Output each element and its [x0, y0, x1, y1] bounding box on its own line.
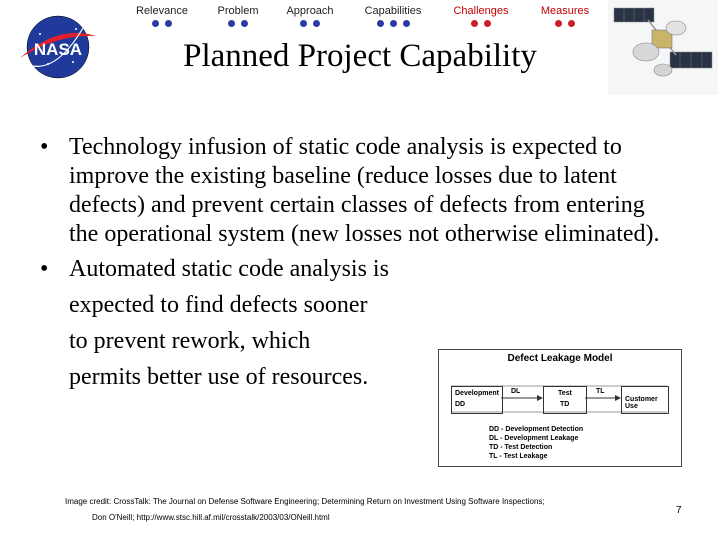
diagram-legend [489, 425, 583, 461]
image-credit-line: Image credit: CrossTalk: The Journal on Defense Software Engineering; Determining Return on Investment Using Software Inspections; [65, 497, 545, 506]
test-detection-label: TD [560, 401, 570, 408]
nav-label: Approach [286, 5, 334, 17]
customer-use-label: Customer Use [625, 396, 658, 410]
svg-text:NASA: NASA [33, 40, 83, 59]
nav-item-approach[interactable] [270, 5, 350, 27]
image-credit-line: Don O'Neill; http://www.stsc.hill.af.mil/crosstalk/2003/03/ONeill.html [92, 513, 330, 522]
diagram-title: Defect Leakage Model [507, 353, 613, 364]
test-box [543, 386, 587, 414]
nav-label: Capabilities [364, 5, 422, 17]
nav-label: Challenges [453, 5, 509, 17]
nav-item-relevance[interactable] [120, 5, 204, 27]
bullet-text-line: expected to find defects sooner [69, 292, 368, 318]
test-leakage-label: TL [596, 388, 605, 395]
nav-dots [525, 20, 605, 27]
bullet-symbol: • [40, 134, 49, 160]
legend-item: DD - Development Detection [489, 426, 584, 433]
bullet-symbol: • [40, 256, 49, 282]
legend-item: DL - Development Leakage [489, 435, 579, 442]
development-detection-label: DD [455, 401, 466, 408]
defect-leakage-diagram [438, 349, 682, 467]
slide-title: Planned Project Capability [183, 38, 537, 74]
development-label: Development [455, 390, 499, 397]
nav-label: Relevance [136, 5, 188, 17]
nav-item-problem[interactable] [202, 5, 274, 27]
legend-item: TD - Test Detection [489, 444, 553, 451]
nav-label: Measures [540, 5, 590, 17]
nav-item-capabilities[interactable] [348, 5, 438, 27]
page-number: 7 [676, 505, 682, 516]
nav-dots [270, 20, 350, 27]
development-box [451, 386, 503, 414]
nav-dots [202, 20, 274, 27]
nav-dots [348, 20, 438, 27]
nav-item-measures[interactable] [525, 5, 605, 27]
bullet-text-line: permits better use of resources. [69, 364, 369, 390]
legend-item: TL - Test Leakage [489, 453, 548, 460]
test-label: Test [558, 390, 572, 397]
nav-label: Problem [217, 5, 259, 17]
bullet-text-line: to prevent rework, which [69, 328, 311, 354]
development-leakage-label: DL [511, 388, 521, 395]
bullet-item [40, 133, 670, 249]
section-nav [120, 5, 600, 35]
customer-use-box [621, 386, 669, 414]
image-credit [65, 494, 545, 526]
nav-dots [120, 20, 204, 27]
bullet-text-line: Automated static code analysis is [69, 256, 389, 282]
nav-item-challenges[interactable] [440, 5, 522, 27]
nav-dots [440, 20, 522, 27]
bullet-text: Technology infusion of static code analysis is expected to improve the existing baseline (reduce losses due to latent defects) and prevent certain classes of defects from entering the operational system (new losses not otherwise eliminated). [69, 134, 660, 247]
